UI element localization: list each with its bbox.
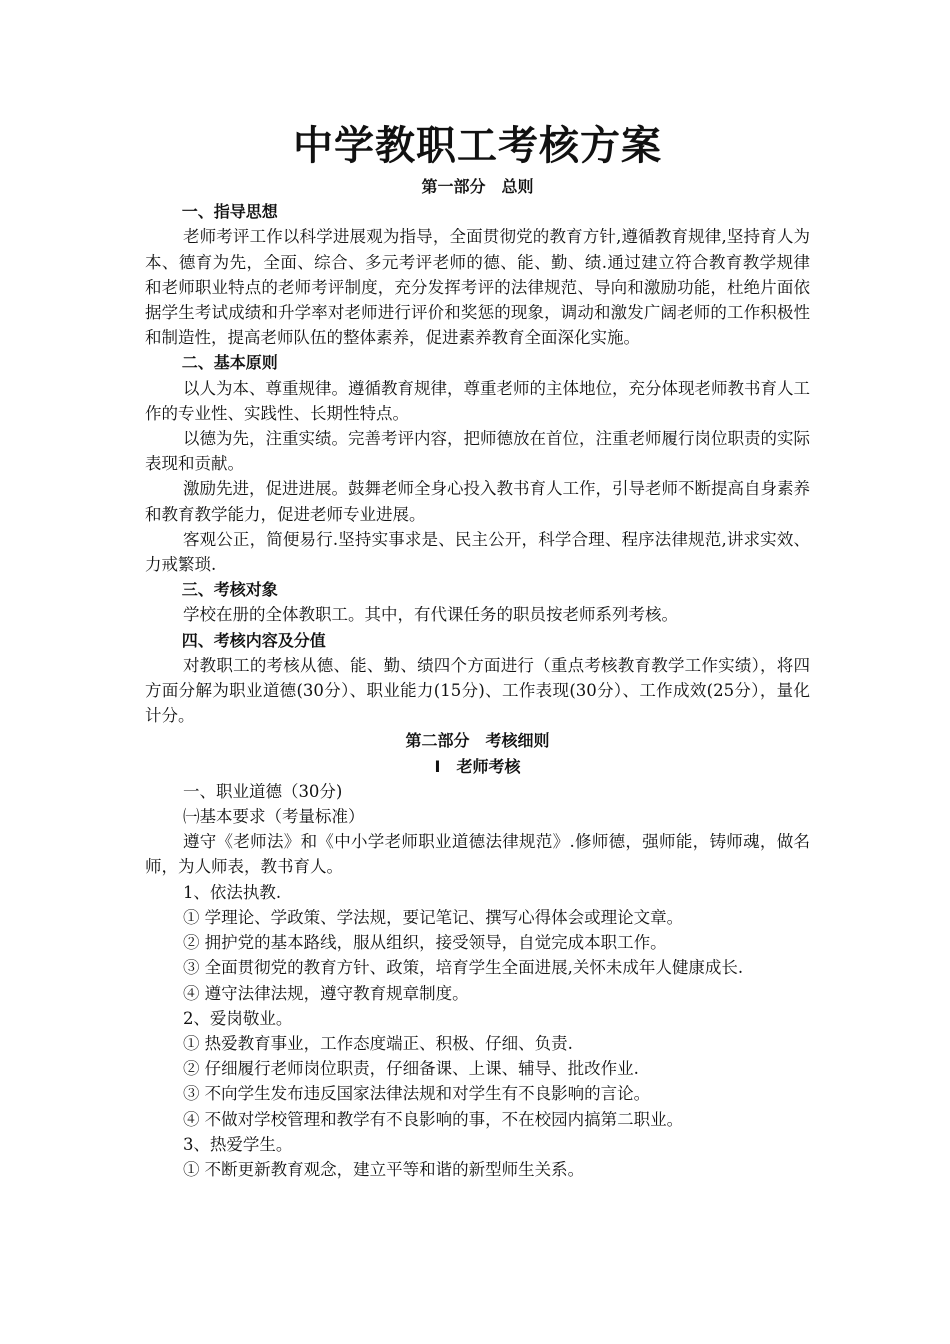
detail-line: ① 热爱教育事业，工作态度端正、积极、仔细、负责.: [182, 1033, 573, 1053]
detail-line: ④ 遵守法律法规，遵守教育规章制度。: [182, 983, 469, 1003]
paragraph-principle-encourage: 激励先进，促进进展。鼓舞老师全身心投入教书育人工作，引导老师不断提高自身素养和教育教学能力，促进老师专业进展。: [145, 479, 810, 524]
detail-line: 遵守《老师法》和《中小学老师职业道德法律规范》.修师德，强师能，铸师魂，做名师，为人师表，教书育人。: [145, 832, 810, 877]
document-title: 中学教职工考核方案: [293, 123, 662, 169]
paragraph-assessment-targets: 学校在册的全体教职工。其中，有代课任务的职员按老师系列考核。: [182, 605, 678, 625]
document-page: [145, 118, 810, 1182]
section-heading-guiding-ideology: 一、指导思想: [181, 202, 278, 222]
detail-line: ③ 不向学生发布违反国家法律法规和对学生有不良影响的言论。: [182, 1084, 651, 1104]
section-heading-assessment-targets: 三、考核对象: [181, 580, 278, 600]
part-two-heading: 第二部分 考核细则: [405, 731, 550, 751]
paragraph-guiding-ideology: 老师考评工作以科学进展观为指导，全面贯彻党的教育方针,遵循教育规律,坚持育人为本、德育为先，全面、综合、多元考评老师的德、能、勤、绩.通过建立符合教育教学规律和老师职业特点的老师考评制度，充分发挥考评的法律规范、导向和激励功能，杜绝片面依据学生考试成绩和升学率对老师进行评价和奖惩的现象，调动和激发广阔老师的工作积极性和制造性，提高老师队伍的整体素养，促进素养教育全面深化实施。: [145, 227, 810, 348]
detail-line: ② 仔细履行老师岗位职责，仔细备课、上课、辅导、批改作业.: [182, 1059, 639, 1079]
part-two-subheading: Ⅰ 老师考核: [434, 756, 521, 776]
detail-line: 3、热爱学生。: [182, 1134, 293, 1154]
detail-line: ④ 不做对学校管理和教学有不良影响的事，不在校园内搞第二职业。: [182, 1109, 684, 1129]
detail-line: 一、职业道德（30分): [182, 781, 343, 801]
paragraph-principle-virtue-first: 以德为先，注重实绩。完善考评内容，把师德放在首位，注重老师履行岗位职责的实际表现和贡献。: [145, 429, 810, 474]
detail-line: ① 不断更新教育观念，建立平等和谐的新型师生关系。: [182, 1159, 585, 1179]
section-heading-basic-principles: 二、基本原则: [181, 353, 278, 373]
detail-line: 1、依法执教.: [182, 882, 282, 902]
detail-line: 2、爱岗敬业。: [182, 1008, 293, 1028]
paragraph-principle-objective: 客观公正，简便易行.坚持实事求是、民主公开，科学合理、程序法律规范,讲求实效、力戒繁琐.: [145, 529, 810, 575]
detail-line: ③ 全面贯彻党的教育方针、政策，培育学生全面进展,关怀未成年人健康成长.: [182, 958, 744, 978]
part-one-heading: 第一部分 总则: [421, 177, 534, 196]
detail-line: ① 学理论、学政策、学法规，要记笔记、撰写心得体会或理论文章。: [182, 907, 684, 927]
section-heading-content-and-scores: 四、考核内容及分值: [181, 630, 326, 650]
paragraph-principle-people-first: 以人为本、尊重规律。遵循教育规律，尊重老师的主体地位，充分体现老师教书育人工作的专业性、实践性、长期性特点。: [145, 378, 810, 423]
detail-line: ② 拥护党的基本路线，服从组织，接受领导，自觉完成本职工作。: [182, 933, 667, 953]
paragraph-content-and-scores: 对教职工的考核从德、能、勤、绩四个方面进行（重点考核教育教学工作实绩），将四方面分解为职业道德(30分）、职业能力(15分)、工作表现(30分）、工作成效(25分），量化计分。: [145, 655, 810, 726]
detail-line: ㈠基本要求（考量标准）: [182, 807, 365, 827]
